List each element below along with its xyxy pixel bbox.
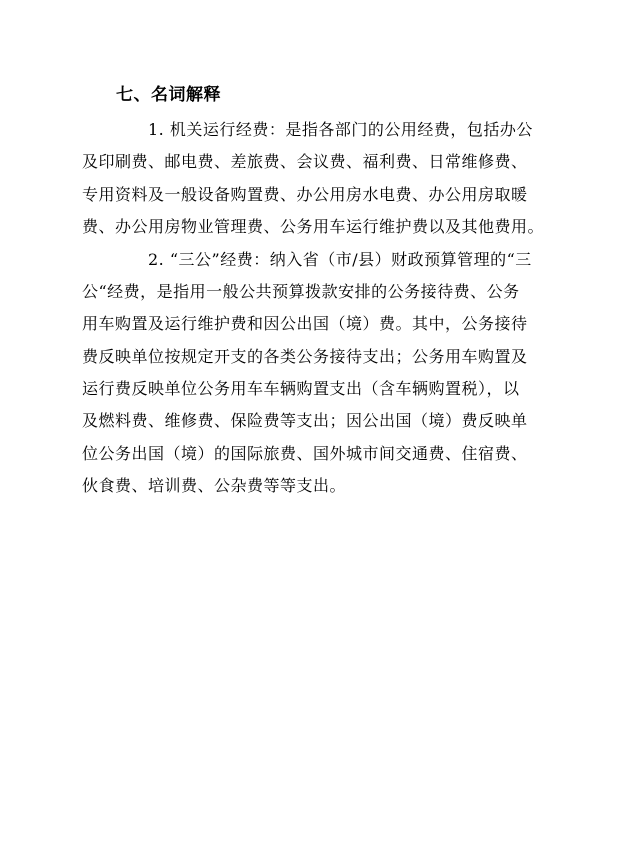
paragraph-line: 1. 机关运行经费：是指各部门的公用经费，包括办公 xyxy=(148,120,533,139)
paragraph-line: 费、办公用房物业管理费、公务用车运行维护费以及其他费用。 xyxy=(82,217,545,237)
paragraph-line: 伙食费、培训费、公杂费等等支出。 xyxy=(82,476,347,496)
section-heading: 七、名词解释 xyxy=(116,85,221,105)
paragraph-line: 费反映单位按规定开支的各类公务接待支出；公务用车购置及 xyxy=(82,346,528,366)
paragraph-line: 及燃料费、维修费、保险费等支出；因公出国（境）费反映单 xyxy=(82,411,528,431)
paragraph-line: 运行费反映单位公务用车车辆购置支出（含车辆购置税），以 xyxy=(82,379,520,399)
paragraph-line: 2. “三公”经费：纳入省（市/县）财政预算管理的“三 xyxy=(148,249,532,269)
paragraph-line: 用车购置及运行维护费和因公出国（境）费。其中，公务接待 xyxy=(82,314,528,334)
paragraph-line: 位公务出国（境）的国际旅费、国外城市间交通费、住宿费、 xyxy=(82,443,528,463)
paragraph-line: 及印刷费、邮电费、差旅费、会议费、福利费、日常维修费、 xyxy=(82,152,528,172)
paragraph-operating-expenses xyxy=(82,114,562,244)
paragraph-line: 专用资料及一般设备购置费、办公用房水电费、办公用房取暖 xyxy=(82,184,528,204)
paragraph-line: 公“经费，是指用一般公共预算拨款安排的公务接待费、公务 xyxy=(82,281,520,301)
paragraph-three-public-expenses xyxy=(82,244,562,503)
